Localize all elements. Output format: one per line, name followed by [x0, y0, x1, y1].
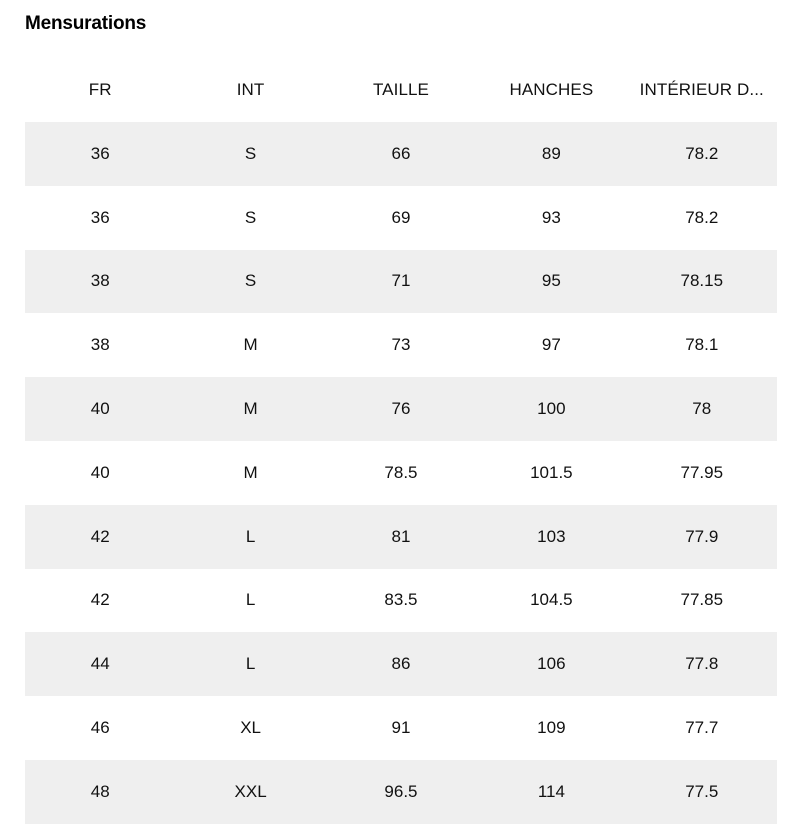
table-cell-taille: 81 [391, 526, 411, 546]
table-body [25, 122, 777, 824]
table-cell-fr: 38 [90, 271, 110, 291]
table-cell-taille: 86 [391, 654, 411, 674]
table-row [25, 441, 777, 505]
table-cell-hanches: 95 [541, 271, 561, 291]
table-header-row [25, 58, 777, 122]
table-cell-fr: 36 [90, 143, 110, 163]
table-cell-hanches: 106 [537, 654, 566, 674]
table-row [25, 377, 777, 441]
table-cell-fr: 36 [90, 207, 110, 227]
table-cell-fr: 40 [90, 462, 110, 482]
table-cell-int: S [244, 143, 257, 163]
table-cell-int: M [243, 462, 258, 482]
table-cell-hanches: 89 [541, 143, 561, 163]
table-cell-int: S [244, 207, 257, 227]
column-header-fr: FR [88, 80, 112, 99]
table-row [25, 569, 777, 633]
table-cell-hanches: 101.5 [530, 462, 573, 482]
table-cell-taille: 69 [391, 207, 411, 227]
table-cell-interieur: 78.2 [685, 207, 719, 227]
table-row [25, 696, 777, 760]
table-cell-interieur: 78 [692, 399, 712, 419]
table-cell-int: XXL [234, 781, 267, 801]
table-cell-interieur: 77.8 [685, 654, 719, 674]
table-row [25, 505, 777, 569]
table-cell-interieur: 77.7 [685, 718, 719, 738]
column-header-int: INT [236, 80, 265, 99]
table-cell-int: XL [240, 718, 261, 738]
column-header-interieur: INTÉRIEUR D... [639, 80, 764, 99]
table-cell-hanches: 93 [541, 207, 561, 227]
table-cell-fr: 38 [90, 335, 110, 355]
table-row [25, 632, 777, 696]
table-cell-fr: 42 [90, 590, 110, 610]
table-cell-taille: 76 [391, 399, 411, 419]
column-header-hanches: HANCHES [509, 80, 594, 99]
table-cell-taille: 73 [391, 335, 411, 355]
table-cell-int: L [245, 526, 256, 546]
page-title: Mensurations [25, 13, 147, 34]
size-table [25, 58, 777, 824]
table-cell-fr: 44 [90, 654, 110, 674]
table-cell-interieur: 77.5 [685, 781, 719, 801]
table-cell-fr: 46 [90, 718, 110, 738]
table-cell-hanches: 109 [537, 718, 566, 738]
table-cell-hanches: 103 [537, 526, 566, 546]
table-cell-interieur: 78.2 [685, 143, 719, 163]
table-cell-taille: 71 [391, 271, 411, 291]
table-cell-interieur: 77.9 [685, 526, 719, 546]
column-header-taille: TAILLE [372, 80, 429, 99]
table-cell-taille: 66 [391, 143, 411, 163]
table-row [25, 122, 777, 186]
table-cell-hanches: 114 [537, 781, 565, 801]
table-cell-fr: 42 [90, 526, 110, 546]
table-cell-interieur: 77.85 [680, 590, 724, 610]
table-cell-taille: 91 [391, 718, 411, 738]
table-cell-hanches: 104.5 [530, 590, 573, 610]
table-cell-taille: 83.5 [384, 590, 418, 610]
table-cell-taille: 78.5 [384, 462, 418, 482]
table-cell-fr: 40 [90, 399, 110, 419]
table-cell-int: S [244, 271, 257, 291]
table-row [25, 760, 777, 824]
table-cell-interieur: 77.95 [680, 462, 724, 482]
table-cell-taille: 96.5 [384, 781, 418, 801]
table-cell-int: M [243, 335, 258, 355]
table-row [25, 186, 777, 250]
table-cell-hanches: 100 [537, 399, 566, 419]
table-row [25, 313, 777, 377]
table-row [25, 250, 777, 314]
table-cell-interieur: 78.1 [685, 335, 719, 355]
table-cell-fr: 48 [90, 781, 110, 801]
table-cell-hanches: 97 [541, 335, 561, 355]
table-cell-int: M [243, 399, 258, 419]
table-cell-interieur: 78.15 [680, 271, 724, 291]
table-cell-int: L [245, 590, 256, 610]
table-cell-int: L [245, 654, 256, 674]
